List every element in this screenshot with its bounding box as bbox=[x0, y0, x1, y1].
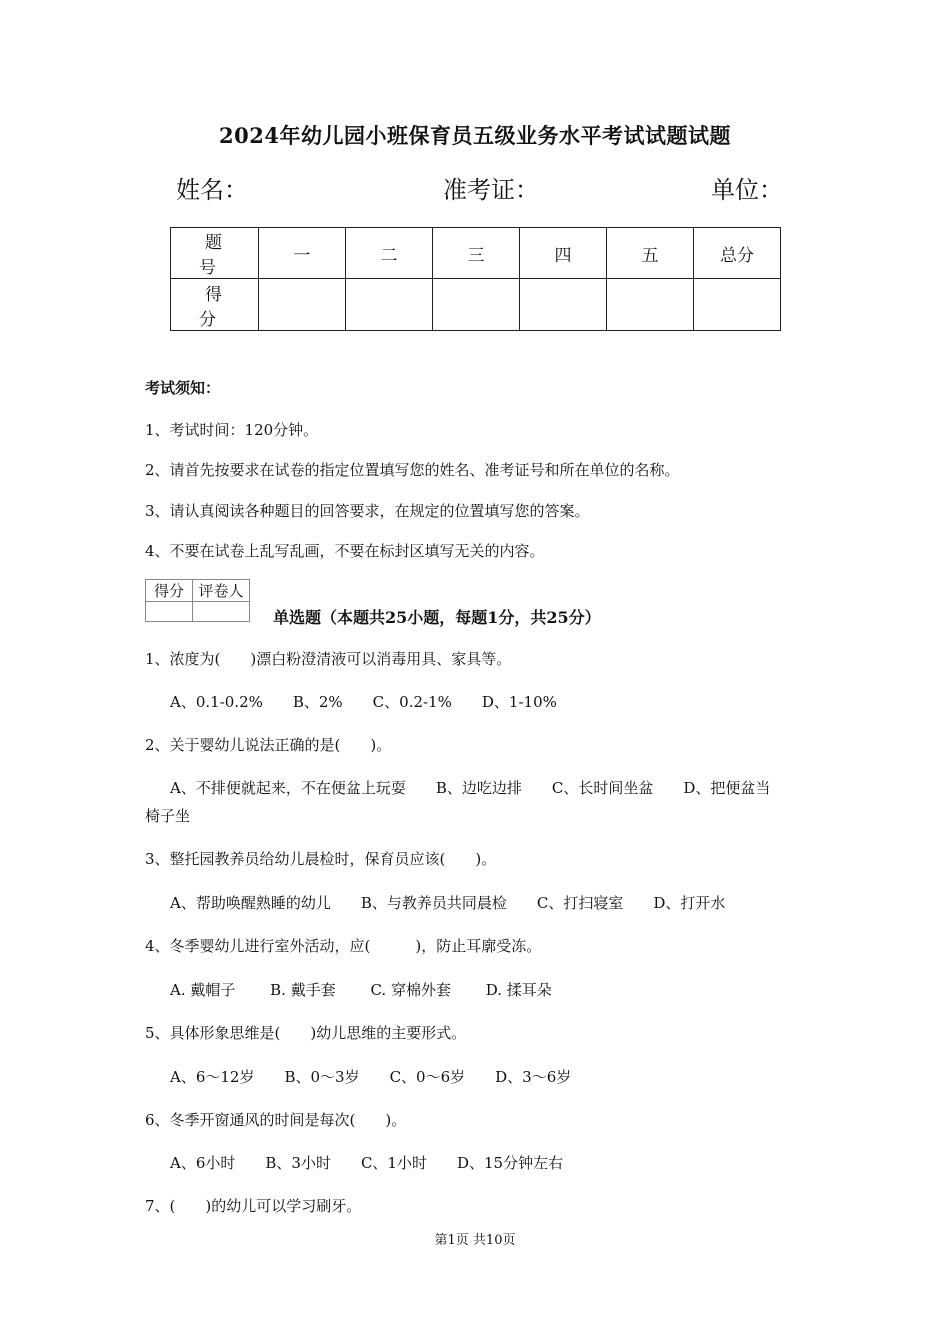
grader-score-cell[interactable] bbox=[146, 602, 193, 622]
page-footer: 第1页 共10页 bbox=[434, 1233, 516, 1248]
question-options: A、6小时 B、3小时 C、1小时 D、15分钟左右 bbox=[170, 1154, 564, 1172]
question-text: 2、关于婴幼儿说法正确的是( )。 bbox=[145, 736, 392, 754]
question-text: 1、浓度为( )漂白粉澄清液可以消毒用具、家具等。 bbox=[145, 650, 512, 668]
score-cell[interactable] bbox=[259, 279, 346, 331]
score-cell[interactable] bbox=[346, 279, 433, 331]
notice-item: 3、请认真阅读各种题目的回答要求，在规定的位置填写您的答案。 bbox=[145, 502, 590, 520]
unit-field-label: 单位： bbox=[711, 176, 783, 204]
score-cell[interactable] bbox=[433, 279, 520, 331]
section-heading: 单选题（本题共25小题，每题1分，共25分） bbox=[273, 608, 601, 627]
question-text: 3、整托园教养员给幼儿晨检时，保育员应该( )。 bbox=[145, 850, 497, 868]
name-field-label: 姓名： bbox=[176, 176, 248, 204]
question-text: 5、具体形象思维是( )幼儿思维的主要形式。 bbox=[145, 1024, 467, 1042]
exam-number-field-label: 准考证： bbox=[443, 176, 539, 204]
score-table-header-cell: 一 bbox=[259, 228, 346, 279]
notice-item: 1、考试时间：120分钟。 bbox=[145, 421, 319, 439]
question-options: A、6～12岁 B、0～3岁 C、0～6岁 D、3～6岁 bbox=[170, 1068, 572, 1086]
score-table-header-cell: 四 bbox=[520, 228, 607, 279]
grader-score-label: 得分 bbox=[146, 580, 193, 602]
score-table-header-label: 题 号 bbox=[171, 228, 259, 279]
question-options: A、0.1-0.2% B、2% C、0.2-1% D、1-10% bbox=[170, 693, 557, 711]
question-options: A. 戴帽子 B. 戴手套 C. 穿棉外套 D. 揉耳朵 bbox=[170, 981, 552, 999]
grader-reviewer-label: 评卷人 bbox=[193, 580, 250, 602]
grader-reviewer-cell[interactable] bbox=[193, 602, 250, 622]
question-options-continued: 椅子坐 bbox=[145, 807, 191, 825]
notice-heading: 考试须知： bbox=[145, 379, 221, 397]
question-text: 4、冬季婴幼儿进行室外活动，应( )，防止耳廓受冻。 bbox=[145, 937, 542, 955]
score-cell[interactable] bbox=[520, 279, 607, 331]
question-options: A、帮助唤醒熟睡的幼儿 B、与教养员共同晨检 C、打扫寝室 D、打开水 bbox=[170, 894, 726, 912]
question-text: 7、( )的幼儿可以学习刷牙。 bbox=[145, 1197, 362, 1215]
notice-item: 2、请首先按要求在试卷的指定位置填写您的姓名、准考证号和所在单位的名称。 bbox=[145, 461, 680, 479]
grader-box bbox=[145, 579, 250, 622]
score-table-header-cell: 二 bbox=[346, 228, 433, 279]
document-title: 2024年幼儿园小班保育员五级业务水平考试试题试题 bbox=[219, 123, 731, 148]
score-cell[interactable] bbox=[607, 279, 694, 331]
score-cell[interactable] bbox=[694, 279, 781, 331]
score-table bbox=[170, 227, 781, 331]
score-table-row-label: 得 分 bbox=[171, 279, 259, 331]
score-table-header-cell: 总分 bbox=[694, 228, 781, 279]
question-options: A、不排便就起来，不在便盆上玩耍 B、边吃边排 C、长时间坐盆 D、把便盆当 bbox=[170, 779, 771, 797]
score-table-header-cell: 三 bbox=[433, 228, 520, 279]
question-text: 6、冬季开窗通风的时间是每次( )。 bbox=[145, 1111, 407, 1129]
score-table-header-cell: 五 bbox=[607, 228, 694, 279]
notice-item: 4、不要在试卷上乱写乱画，不要在标封区填写无关的内容。 bbox=[145, 542, 545, 560]
score-table-header-row bbox=[171, 228, 781, 279]
score-table-score-row bbox=[171, 279, 781, 331]
